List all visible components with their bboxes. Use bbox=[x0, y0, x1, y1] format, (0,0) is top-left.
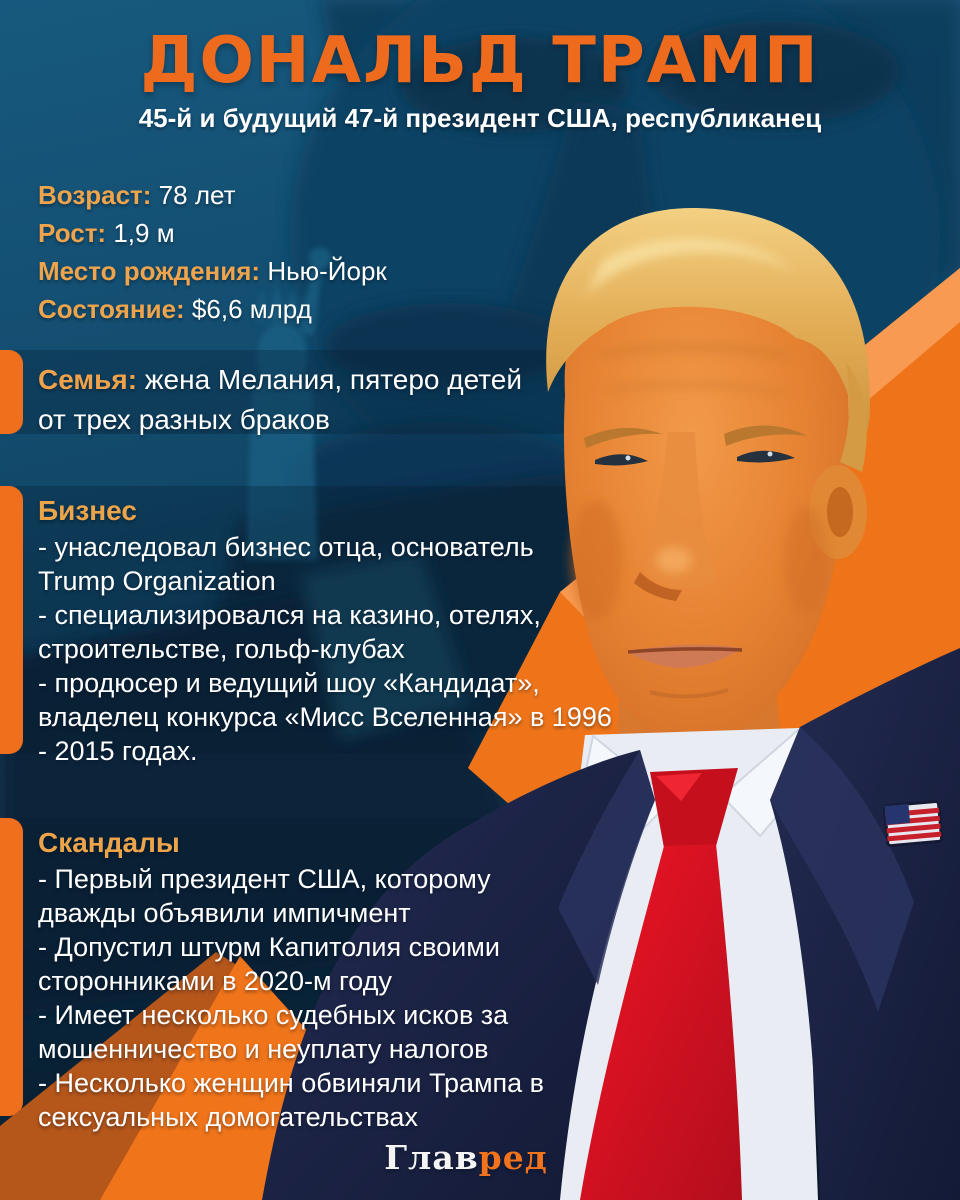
page-subtitle: 45-й и будущий 47-й президент США, республиканец bbox=[138, 103, 822, 133]
bullet-item: - унаследовал бизнес отца, основатель Trump Organization bbox=[38, 532, 534, 596]
brand-logo bbox=[0, 1138, 946, 1177]
logo-part-orange: ред bbox=[478, 1138, 548, 1177]
fact-label: Рост: bbox=[38, 218, 107, 248]
family-text: жена Мелания, пятеро детей от трех разных браков bbox=[38, 364, 522, 435]
family-label: Семья: bbox=[38, 364, 138, 395]
fact-label: Место рождения: bbox=[38, 256, 261, 286]
business-section-title: Бизнес bbox=[38, 495, 137, 526]
facts-list bbox=[38, 176, 387, 328]
fact-value: $6,6 млрд bbox=[191, 294, 312, 324]
bullet-item: - специализировался на казино, отелях, строительстве, гольф-клубах bbox=[38, 600, 541, 664]
fact-label: Возраст: bbox=[38, 180, 152, 210]
fact-value: Нью-Йорк bbox=[267, 256, 387, 286]
fact-value: 78 лет bbox=[158, 180, 236, 210]
scandals-section-text bbox=[38, 826, 586, 1134]
fact-row bbox=[38, 290, 387, 328]
fact-label: Состояние: bbox=[38, 294, 185, 324]
fact-row bbox=[38, 176, 387, 214]
business-section-text bbox=[38, 494, 613, 768]
bullet-item: - Допустил штурм Капитолия своими сторонниками в 2020-м году bbox=[38, 932, 500, 996]
page-title: ДОНАЛЬД ТРАМП bbox=[140, 24, 820, 98]
fact-row bbox=[38, 214, 387, 252]
family-section-text bbox=[38, 360, 548, 440]
bullet-item: - продюсер и ведущий шоу «Кандидат», владелец конкурса «Мисс Вселенная» в 1996 - 2015 годах. bbox=[38, 668, 612, 766]
bullet-item: - Имеет несколько судебных исков за мошенничество и неуплату налогов bbox=[38, 1000, 509, 1064]
fact-value: 1,9 м bbox=[113, 218, 175, 248]
bullet-item: - Несколько женщин обвиняли Трампа в сексуальных домогательствах bbox=[38, 1068, 545, 1132]
logo-part-white: Глав bbox=[384, 1138, 479, 1177]
bullet-item: - Первый президент США, которому дважды объявили импичмент bbox=[38, 864, 491, 928]
scandals-section-title: Скандалы bbox=[38, 827, 180, 858]
fact-row bbox=[38, 252, 387, 290]
